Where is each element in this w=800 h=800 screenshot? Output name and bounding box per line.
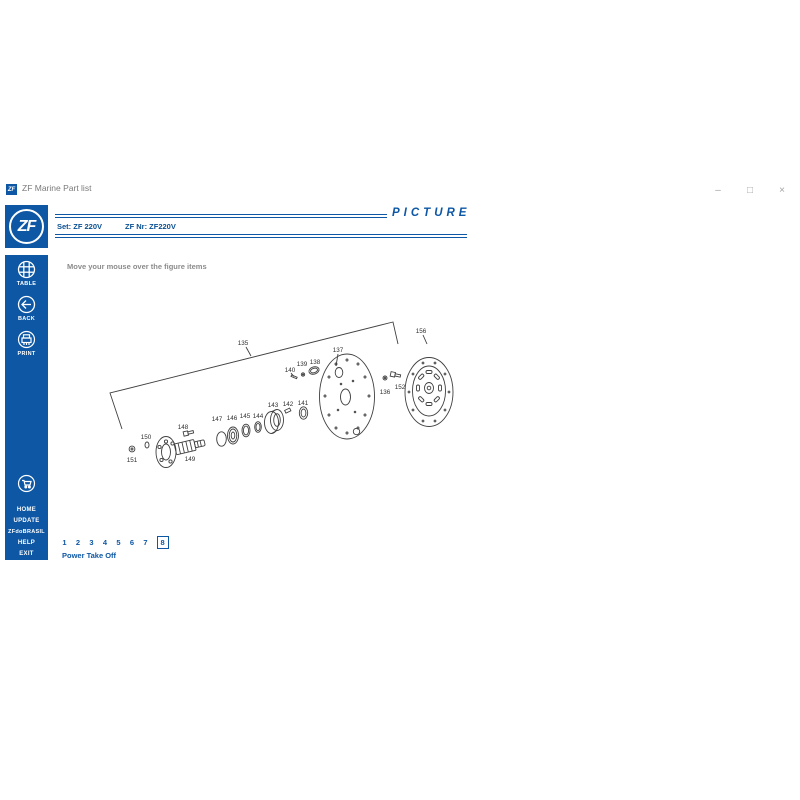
print-icon	[17, 330, 36, 349]
sidebar-item-label: TABLE	[16, 281, 37, 287]
sidebar-cart[interactable]	[5, 474, 48, 493]
part-145-shape	[242, 424, 250, 437]
sidebar-item-back[interactable]	[5, 295, 48, 322]
page-6[interactable]: 6	[129, 538, 135, 547]
part-156-shape	[405, 358, 453, 427]
figure-caption: Power Take Off	[62, 551, 117, 560]
zf-logo	[5, 205, 48, 248]
maximize-button[interactable]: □	[746, 185, 754, 196]
zf-nr-label: ZF Nr: ZF220V	[125, 222, 176, 231]
part-label-140[interactable]: 140	[284, 367, 296, 374]
page-7[interactable]: 7	[143, 538, 148, 547]
page-title: PICTURE	[392, 207, 471, 219]
part-146-shape	[228, 427, 239, 444]
part-152-shape	[390, 372, 401, 379]
table-icon	[17, 260, 36, 279]
part-138-shape	[308, 365, 320, 375]
sidebar-item-label: PRINT	[17, 351, 36, 357]
part-142-shape	[285, 408, 291, 413]
set-label: Set: ZF 220V	[57, 222, 103, 231]
close-button[interactable]: ×	[779, 185, 785, 196]
part-147-shape	[217, 432, 227, 446]
part-label-156[interactable]: 156	[415, 328, 427, 335]
minimize-button[interactable]: –	[715, 185, 721, 196]
part-label-148[interactable]: 148	[177, 424, 189, 431]
sidebar-item-label: BACK	[17, 316, 36, 322]
zf-logo-text: ZF	[17, 217, 36, 235]
sidebar-item-zfdobrasil[interactable]: ZFdoBRASIL	[8, 529, 45, 535]
sidebar-item-print[interactable]	[5, 330, 48, 357]
window-title: ZF Marine Part list	[22, 183, 92, 193]
part-label-149[interactable]: 149	[184, 456, 196, 463]
part-labels	[127, 328, 427, 464]
part-139-shape	[301, 373, 304, 376]
part-label-145[interactable]: 145	[239, 413, 251, 420]
page-2[interactable]: 2	[75, 538, 81, 547]
cart-icon	[17, 474, 36, 493]
part-label-136[interactable]: 136	[379, 389, 391, 396]
part-141-shape	[299, 407, 307, 419]
header-rule-top	[55, 214, 387, 218]
page-1[interactable]: 1	[62, 538, 67, 547]
back-icon	[17, 295, 36, 314]
zf-logo-circle	[9, 209, 44, 244]
part-label-135[interactable]: 135	[237, 340, 249, 347]
sidebar-item-table[interactable]	[5, 260, 48, 287]
sidebar-item-exit[interactable]: EXIT	[19, 551, 34, 557]
part-137-shape	[320, 354, 375, 439]
part-label-144[interactable]: 144	[252, 413, 264, 420]
page-5[interactable]: 5	[116, 538, 121, 547]
part-label-146[interactable]: 146	[226, 415, 238, 422]
part-label-143[interactable]: 143	[267, 402, 279, 409]
part-label-137[interactable]: 137	[332, 347, 344, 354]
part-144-shape	[255, 422, 262, 433]
page-3[interactable]: 3	[89, 538, 94, 547]
hint-text: Move your mouse over the figure items	[67, 262, 207, 271]
page-8[interactable]: 8	[157, 536, 169, 549]
part-label-147[interactable]: 147	[211, 416, 223, 423]
sidebar-item-home[interactable]: HOME	[16, 507, 37, 513]
part-label-141[interactable]: 141	[297, 400, 309, 407]
part-label-150[interactable]: 150	[140, 434, 152, 441]
part-150-shape	[145, 442, 149, 448]
part-140-shape	[291, 375, 297, 379]
part-label-138[interactable]: 138	[309, 359, 321, 366]
sidebar-item-update[interactable]: UPDATE	[13, 518, 40, 524]
part-151-shape	[129, 446, 135, 452]
part-136-shape	[383, 376, 387, 380]
diagram-svg	[100, 312, 460, 477]
sidebar-item-help[interactable]: HELP	[17, 540, 36, 546]
part-149-shape	[156, 437, 206, 468]
page-4[interactable]: 4	[102, 538, 108, 547]
header-rule-bottom	[55, 234, 467, 238]
part-label-142[interactable]: 142	[282, 401, 294, 408]
pagination	[62, 536, 169, 549]
part-label-139[interactable]: 139	[296, 361, 308, 368]
app-icon: ZF	[6, 184, 17, 195]
sidebar	[5, 255, 48, 560]
part-label-152[interactable]: 152	[394, 384, 406, 391]
part-label-151[interactable]: 151	[126, 457, 138, 464]
part-143-shape	[265, 410, 284, 434]
window-controls	[712, 185, 788, 196]
